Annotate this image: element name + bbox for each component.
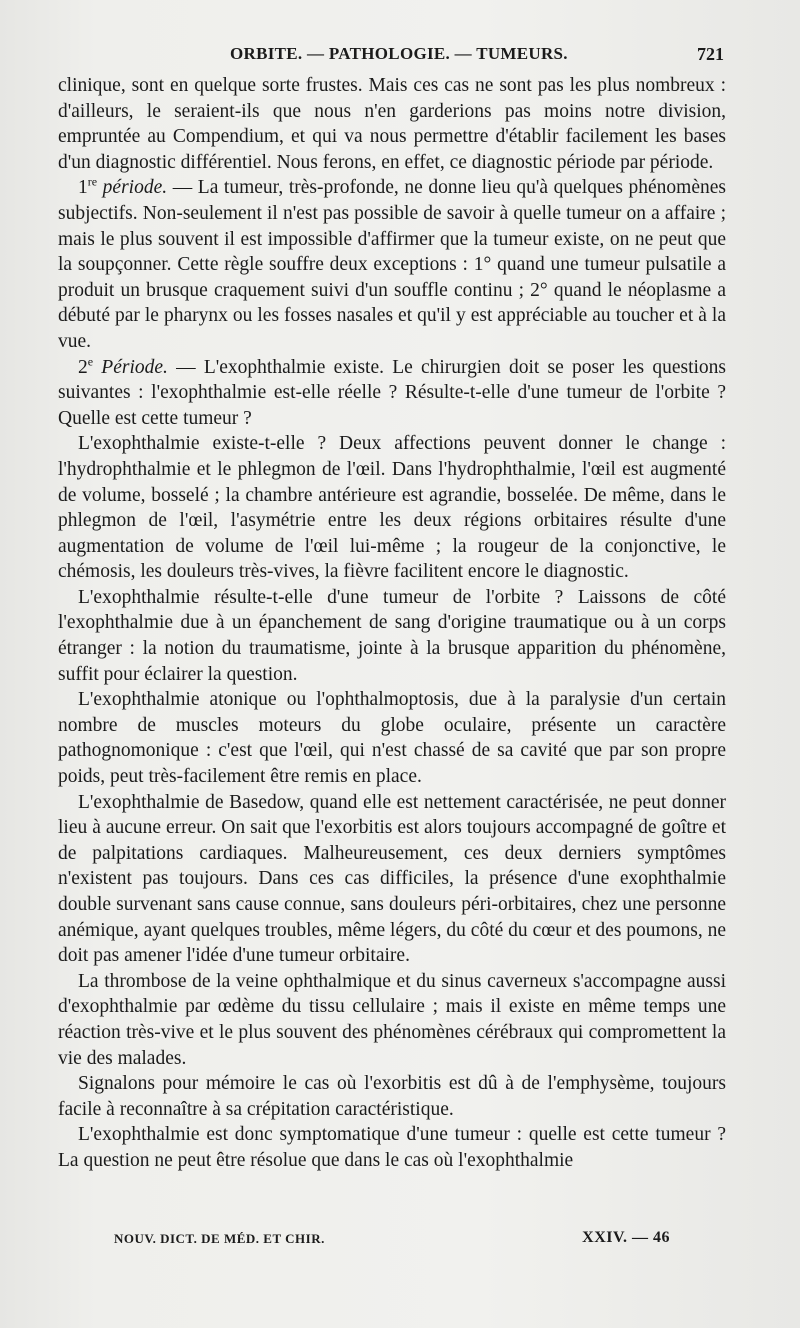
- page-number: 721: [697, 44, 724, 64]
- paragraph: L'exophthalmie est donc symptomatique d'une tumeur : quelle est cette tumeur ? La question ne peut être résolue que dans le cas où l'exophthalmie: [58, 1124, 726, 1171]
- ordinal-suffix: e: [87, 354, 94, 369]
- paragraph: L'exophthalmie atonique ou l'ophthalmoptosis, due à la paralysie d'un certain nombre de muscles moteurs du globe oculaire, présente un caractère pathognomonique : c'est que l'œil, qui n'est chassé de sa cavité que par son propre poids, peut très-facilement être remis en place.: [58, 689, 726, 788]
- paragraph-deuxieme-periode: [58, 355, 726, 432]
- paragraph: L'exophthalmie de Basedow, quand elle est nettement caractérisée, ne peut donner lieu à aucune erreur. On sait que l'exorbitis est alors toujours accompagné de goître et de palpitations cardiaques. Malheureusement, ces deux derniers symptômes n'existent pas toujours. Dans ces cas difficiles, la présence d'une exophthalmie double survenant sans cause connue, sans douleurs péri-orbitaires, chez une personne anémique, ayant quelques troubles, même légers, du côté du cœur et des poumons, ne doit pas amener l'idée d'une tumeur orbitaire.: [58, 791, 726, 967]
- paragraph: clinique, sont en quelque sorte frustes. Mais ces cas ne sont pas les plus nombreux : d'ailleurs, le seraient-ils que nous n'en garderions pas moins notre division, empruntée au Compendium, et qui va nous permettre d'établir facilement les bases d'un diagnostic différentiel. Nous ferons, en effet, ce diagnostic période par période.: [58, 75, 726, 173]
- paragraph-text: — L'exophthalmie existe. Le chirurgien doit se poser les questions suivantes : l'exophthalmie est-elle réelle ? Résulte-t-elle d'une tumeur de l'orbite ? Quelle est cette tumeur ?: [58, 356, 726, 429]
- volume-signature: XXIV. — 46: [582, 1229, 670, 1246]
- period-label: période.: [102, 177, 168, 199]
- paragraph: La thrombose de la veine ophthalmique et du sinus caverneux s'accompagne aussi d'exophthalmie par œdème du tissu cellulaire ; mais il existe en même temps une réaction très-vive et le plus souvent des phénomènes cérébraux qui compromettent la vie des malades.: [58, 970, 726, 1069]
- page-header: [58, 44, 726, 70]
- ordinal-suffix: re: [87, 174, 98, 189]
- paragraph: L'exophthalmie existe-t-elle ? Deux affections peuvent donner le change : l'hydrophthalmie et le phlegmon de l'œil. Dans l'hydrophthalmie, l'œil est augmenté de volume, bosselé ; la chambre antérieure est agrandie, bosselée. De même, dans le phlegmon de l'œil, l'asymétrie entre les deux régions orbitaires résulte d'une augmentation de volume de l'œil lui-même ; la rougeur de la conjonctive, le chémosis, les douleurs très-vives, la fièvre facilitent encore le diagnostic.: [58, 433, 726, 583]
- paragraph-premiere-periode: [58, 175, 726, 354]
- paragraph: L'exophthalmie résulte-t-elle d'une tumeur de l'orbite ? Laissons de côté l'exophthalmie due à un épanchement de sang d'origine traumatique ou à un corps étranger : la notion du traumatisme, jointe à la brusque apparition du phénomène, suffit pour éclairer la question.: [58, 586, 726, 685]
- period-label: Période.: [101, 356, 168, 378]
- body-text: [58, 73, 726, 1174]
- paragraph: Signalons pour mémoire le cas où l'exorbitis est dû à de l'emphysème, toujours facile à reconnaître à sa crépitation caractéristique.: [58, 1073, 726, 1120]
- period-number: 1: [78, 177, 88, 199]
- page-footer: [58, 1229, 726, 1251]
- period-number: 2: [78, 356, 88, 378]
- running-head: ORBITE. — PATHOLOGIE. — TUMEURS.: [230, 44, 568, 63]
- paragraph-text: — La tumeur, très-profonde, ne donne lieu qu'à quelques phénomènes subjectifs. Non-seulement il n'est pas possible de savoir à quelle tumeur on a affaire ; mais le plus souvent il est impossible d'affirmer que la tumeur existe, on ne peut que la soupçonner. Cette règle souffre deux exceptions : 1° quand une tumeur pulsatile a produit un brusque craquement suivi d'un souffle continu ; 2° quand le néoplasme a débuté par le pharynx ou les fosses nasales et qu'il y est appréciable au toucher et à la vue.: [58, 177, 727, 352]
- signature-mark: NOUV. DICT. DE MÉD. ET CHIR.: [114, 1231, 325, 1246]
